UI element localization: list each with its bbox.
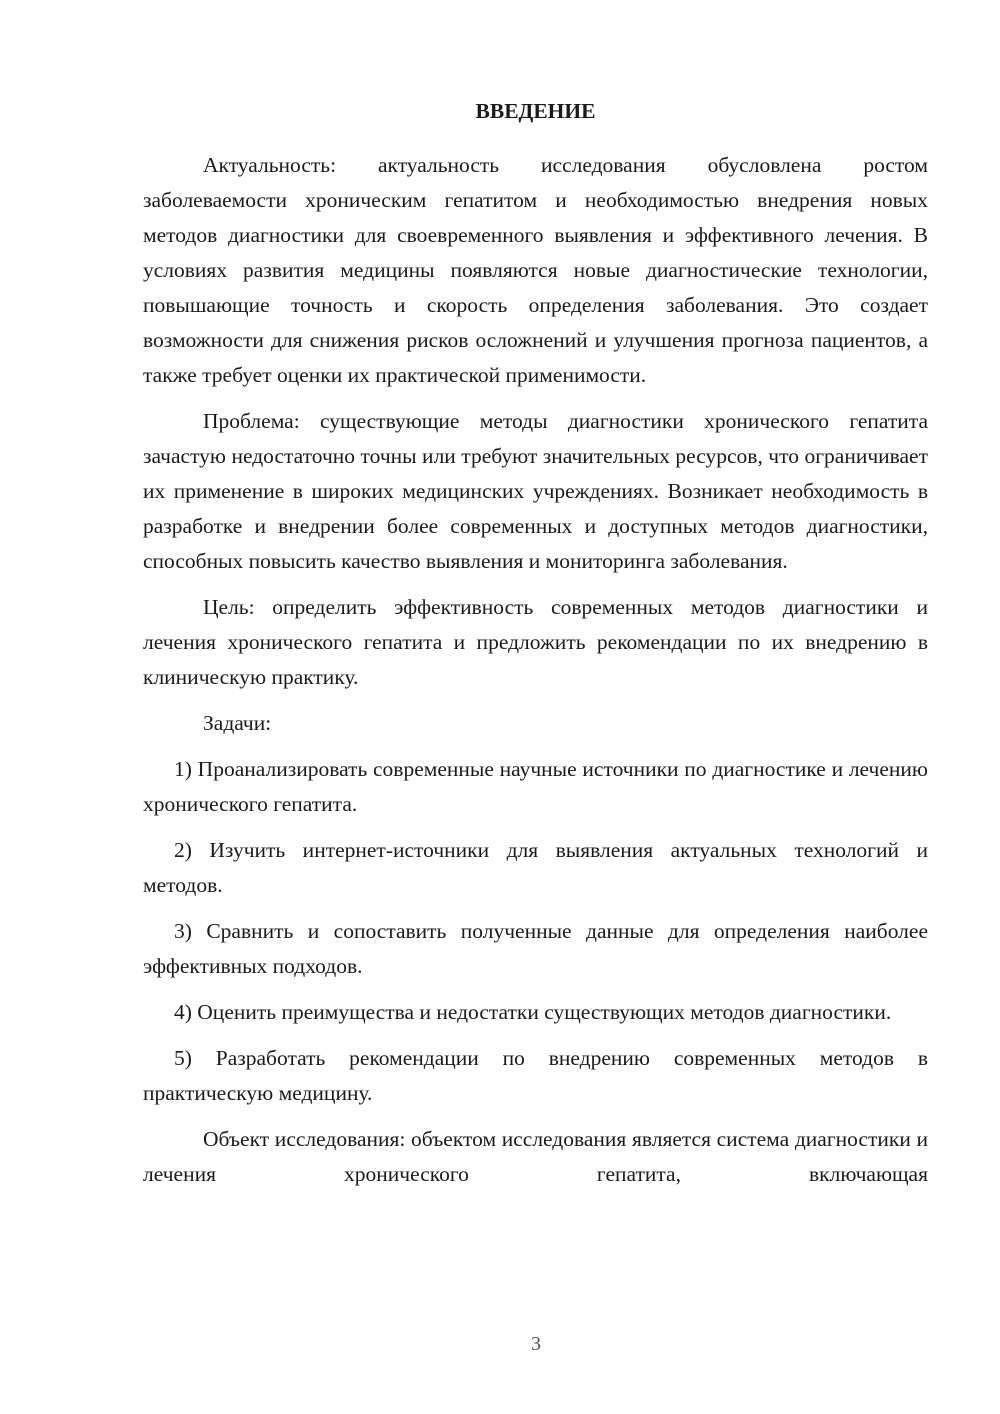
paragraph-relevance: Актуальность: актуальность исследования обусловлена ростом заболеваемости хроническим гепатитом и необходимостью внедрения новых методов диагностики для своевременного выявления и эффективного лечения. В условиях развития медицины появляются новые диагностические технологии, повышающие точность и скорость определения заболевания. Это создает возможности для снижения рисков осложнений и улучшения прогноза пациентов, а также требует оценки их практической применимости. — [143, 153, 928, 387]
paragraph-object: Объект исследования: объектом исследования является система диагностики и лечения хронического гепатита, включающая — [143, 1127, 928, 1186]
page-number: 3 — [531, 1333, 541, 1355]
task-item-4: 4) Оценить преимущества и недостатки существующих методов диагностики. — [174, 1000, 892, 1024]
tasks-heading: Задачи: — [203, 711, 272, 735]
paragraph-problem: Проблема: существующие методы диагностики хронического гепатита зачастую недостаточно точны или требуют значительных ресурсов, что ограничивает их применение в широких медицинских учреждениях. Возникает необходимость в разработке и внедрении более современных и доступных методов диагностики, способных повысить качество выявления и мониторинга заболевания. — [143, 409, 928, 573]
task-item-3: 3) Сравнить и сопоставить полученные данные для определения наиболее эффективных подходов. — [143, 919, 928, 978]
task-item-5: 5) Разработать рекомендации по внедрению современных методов в практическую медицину. — [143, 1046, 928, 1105]
document-body — [143, 94, 928, 1192]
paragraph-goal: Цель: определить эффективность современных методов диагностики и лечения хронического гепатита и предложить рекомендации по их внедрению в клиническую практику. — [143, 595, 928, 689]
task-item-1: 1) Проанализировать современные научные источники по диагностике и лечению хронического гепатита. — [143, 757, 928, 816]
task-item-2: 2) Изучить интернет-источники для выявления актуальных технологий и методов. — [143, 838, 928, 897]
section-title: ВВЕДЕНИЕ — [475, 99, 596, 123]
